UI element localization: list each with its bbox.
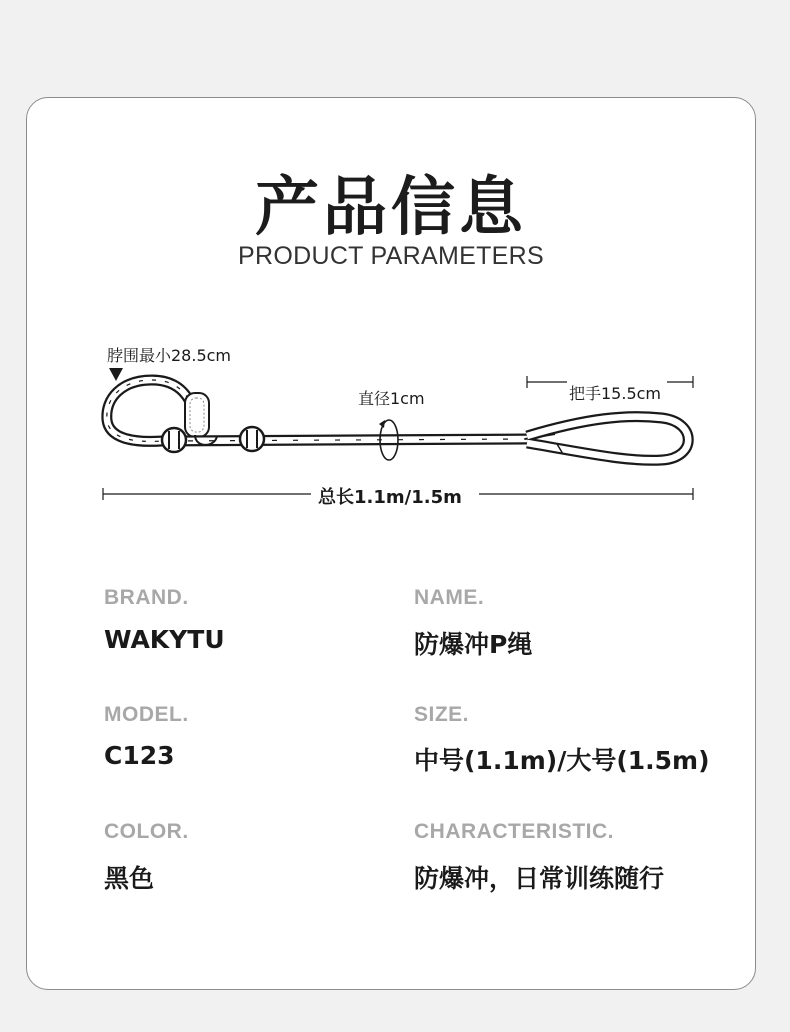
name-label: NAME. bbox=[414, 586, 485, 609]
color-value: 黑色 bbox=[104, 864, 155, 893]
page-title: 产品信息 bbox=[255, 171, 527, 245]
brand-value: WAKYTU bbox=[104, 625, 225, 654]
handle-length-label: 把手15.5cm bbox=[569, 384, 662, 403]
model-label: MODEL. bbox=[104, 703, 189, 726]
page-subtitle: PRODUCT PARAMETERS bbox=[238, 242, 544, 270]
stopper-left bbox=[162, 428, 186, 452]
size-label: SIZE. bbox=[414, 703, 470, 726]
leash-diagram bbox=[27, 98, 757, 518]
total-length-label: 总长1.1m/1.5m bbox=[318, 487, 462, 508]
leash-illustration bbox=[27, 98, 757, 518]
neck-marker-icon bbox=[109, 368, 123, 381]
stopper-right bbox=[240, 427, 264, 451]
color-label: COLOR. bbox=[104, 820, 189, 843]
diameter-label: 直径1cm bbox=[358, 389, 425, 408]
product-info-card bbox=[26, 97, 756, 990]
brand-label: BRAND. bbox=[104, 586, 189, 609]
characteristic-label: CHARACTERISTIC. bbox=[414, 820, 614, 843]
size-value: 中号(1.1m)/大号(1.5m) bbox=[414, 746, 710, 775]
model-value: C123 bbox=[104, 741, 175, 770]
name-value: 防爆冲P绳 bbox=[414, 630, 533, 659]
sleeve bbox=[185, 393, 209, 437]
characteristic-value: 防爆冲，日常训练随行 bbox=[414, 864, 665, 893]
neck-size-label: 脖围最小28.5cm bbox=[107, 346, 232, 365]
